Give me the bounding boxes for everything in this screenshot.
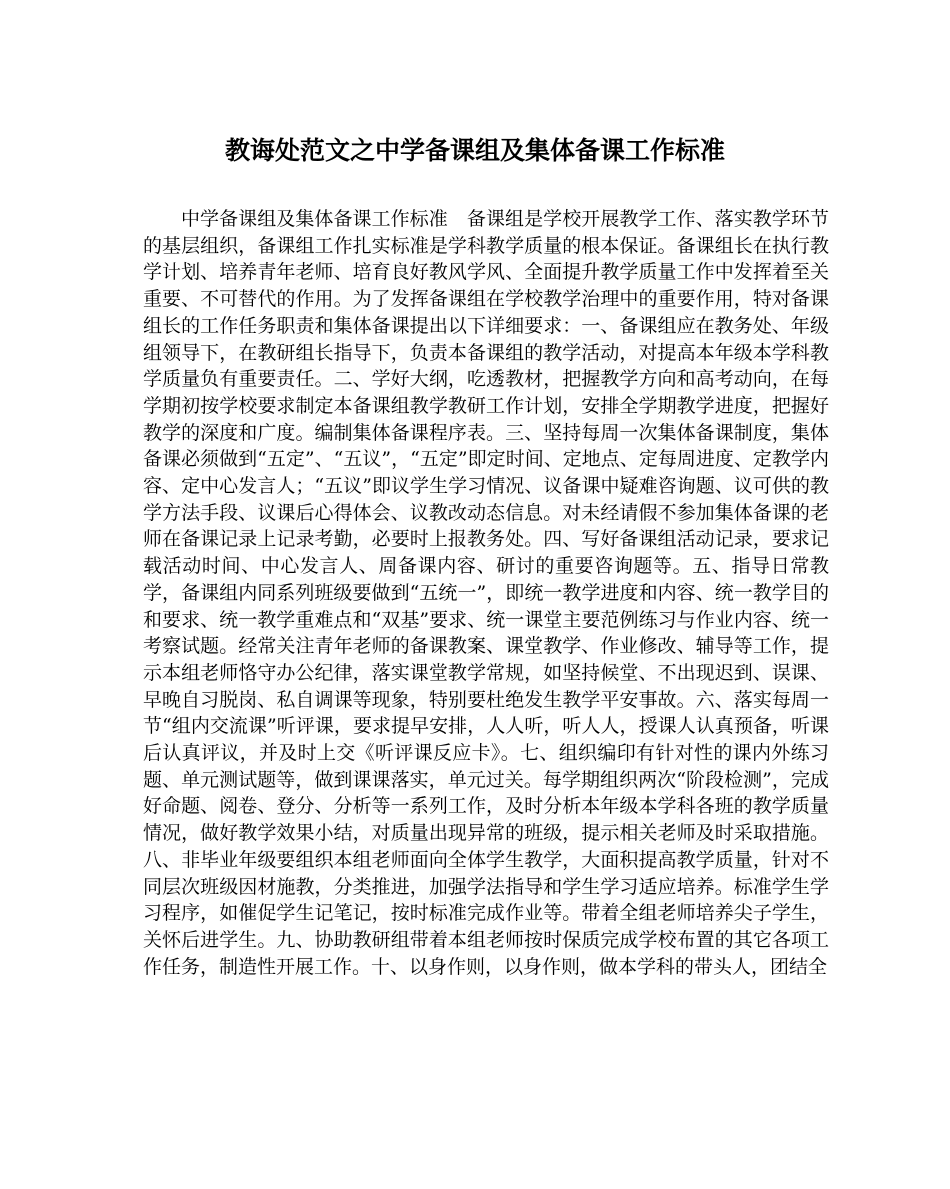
document-body-paragraph: 中学备课组及集体备课工作标准 备课组是学校开展教学工作、落实教学环节的基层组织，备课组工作扎实标准是学科教学质量的根本保证。备课组长在执行教学计划、培养青年老师、培育良好教风学风、全面提升教学质量工作中发挥着至关重要、不可替代的作用。为了发挥备课组在学校教学治理中的重要作用，特对备课组长的工作任务职责和集体备课提出以下详细要求：一、备课组应在教务处、年级组领导下，在教研组长指导下，负责本备课组的教学活动，对提高本年级本学科教学质量负有重要责任。二、学好大纲，吃透教材，把握教学方向和高考动向，在每学期初按学校要求制定本备课组教学教研工作计划，安排全学期教学进度，把握好教学的深度和广度。编制集体备课程序表。三、坚持每周一次集体备课制度，集体备课必须做到“五定”、“五议”，“五定”即定时间、定地点、定每周进度、定教学内容、定中心发言人；“五议”即议学生学习情况、议备课中疑难咨询题、议可供的教学方法手段、议课后心得体会、议教改动态信息。对未经请假不参加集体备课的老师在备课记录上记录考勤，必要时上报教务处。四、写好备课组活动记录，要求记载活动时间、中心发言人、周备课内容、研讨的重要咨询题等。五、指导日常教学，备课组内同系列班级要做到“五统一”，即统一教学进度和内容、统一教学目的和要求、统一教学重难点和“双基”要求、统一课堂主要范例练习与作业内容、统一考察试题。经常关注青年老师的备课教案、课堂教学、作业修改、辅导等工作，提示本组老师恪守办公纪律，落实课堂教学常规，如坚持候堂、不出现迟到、误课、早晚自习脱岗、私自调课等现象，特别要杜绝发生教学平安事故。六、落实每周一节“组内交流课”听评课，要求提早安排，人人听，听人人，授课人认真预备，听课后认真评议，并及时上交《听评课反应卡》。七、组织编印有针对性的课内外练习题、单元测试题等，做到课课落实，单元过关。每学期组织两次“阶段检测”，完成好命题、阅卷、登分、分析等一系列工作，及时分析本年级本学科各班的教学质量情况，做好教学效果小结，对质量出现异常的班级，提示相关老师及时采取措施。八、非毕业年级要组织本组老师面向全体学生教学，大面积提高教学质量，针对不同层次班级因材施教，分类推进，加强学法指导和学生学习适应培养。标准学生学习程序，如催促学生记笔记，按时标准完成作业等。带着全组老师培养尖子学生，关怀后进学生。九、协助教研组带着本组老师按时保质完成学校布置的其它各项工作任务，制造性开展工作。十、以身作则，以身作则，做本学科的带头人，团结全 [143,208,829,978]
document-title: 教诲处范文之中学备课组及集体备课工作标准 [224,136,725,165]
